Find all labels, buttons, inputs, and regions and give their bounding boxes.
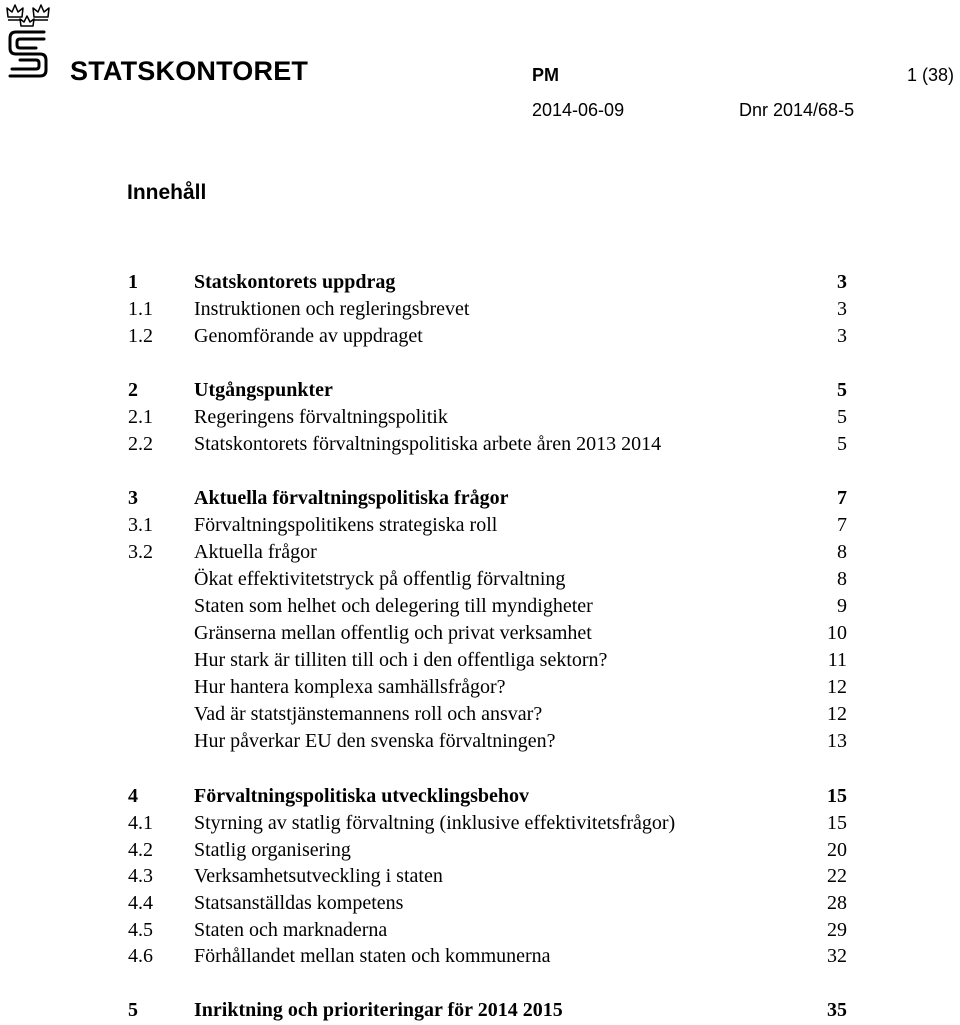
toc-entry-title: Ökat effektivitetstryck på offentlig förvaltning	[194, 568, 566, 590]
toc-entry-number: 2.2	[128, 433, 153, 455]
toc-entry-page: 13	[827, 730, 847, 752]
toc-entry[interactable]	[0, 862, 960, 890]
toc-entry-number: 4	[128, 785, 138, 807]
toc-entry-title: Gränserna mellan offentlig och privat verksamhet	[194, 622, 592, 644]
toc-entry-page: 5	[837, 406, 847, 428]
toc-entry[interactable]	[0, 403, 960, 431]
document-date: 2014-06-09	[532, 100, 625, 120]
toc-entry[interactable]	[0, 295, 960, 323]
toc-entry-page: 11	[827, 649, 847, 671]
toc-entry-page: 20	[827, 839, 847, 861]
toc-entry-title: Inriktning och prioriteringar för 2014 2015	[194, 999, 563, 1021]
toc-entry-title: Instruktionen och regleringsbrevet	[194, 298, 470, 320]
toc-entry-page: 12	[827, 676, 847, 698]
toc-entry-number: 4.1	[128, 812, 153, 834]
toc-entry[interactable]	[0, 484, 960, 512]
toc-entry-title: Staten och marknaderna	[194, 919, 388, 941]
toc-entry-page: 7	[837, 487, 847, 509]
s-emblem-icon	[6, 28, 50, 80]
toc-entry[interactable]	[0, 889, 960, 917]
toc-entry[interactable]	[0, 538, 960, 566]
toc-entry-page: 8	[837, 541, 847, 563]
toc-entry[interactable]	[0, 809, 960, 837]
toc-entry-page: 10	[827, 622, 847, 644]
document-reference-number: Dnr 2014/68-5	[739, 100, 855, 120]
toc-entry-page: 29	[827, 919, 847, 941]
toc-entry-number: 4.3	[128, 865, 153, 887]
toc-entry-page: 7	[837, 514, 847, 536]
toc-entry-page: 35	[827, 999, 847, 1021]
toc-entry-title: Utgångspunkter	[194, 379, 333, 401]
toc-entry-page: 9	[837, 595, 847, 617]
toc-entry[interactable]	[0, 565, 960, 593]
toc-entry[interactable]	[0, 511, 960, 539]
toc-entry-number: 5	[128, 999, 138, 1021]
toc-entry-page: 22	[827, 865, 847, 887]
toc-entry-page: 15	[827, 812, 847, 834]
toc-entry-title: Förvaltningspolitikens strategiska roll	[194, 514, 498, 536]
toc-entry-title: Hur påverkar EU den svenska förvaltningen?	[194, 730, 556, 752]
toc-entry-title: Hur hantera komplexa samhällsfrågor?	[194, 676, 506, 698]
toc-entry-title: Vad är statstjänstemannens roll och ansvar?	[194, 703, 543, 725]
toc-entry[interactable]	[0, 942, 960, 970]
page-number: 1 (38)	[906, 65, 954, 85]
toc-entry[interactable]	[0, 646, 960, 674]
toc-entry[interactable]	[0, 376, 960, 404]
three-crowns-icon	[4, 2, 56, 28]
toc-entry-number: 3	[128, 487, 138, 509]
toc-entry-title: Förvaltningspolitiska utvecklingsbehov	[194, 785, 530, 807]
toc-entry[interactable]	[0, 592, 960, 620]
toc-entry[interactable]	[0, 268, 960, 296]
toc-entry[interactable]	[0, 836, 960, 864]
toc-entry-number: 3.2	[128, 541, 153, 563]
statskontoret-logo	[4, 2, 309, 86]
toc-entry[interactable]	[0, 727, 960, 755]
toc-entry-title: Regeringens förvaltningspolitik	[194, 406, 448, 428]
toc-entry-title: Aktuella frågor	[194, 541, 317, 563]
toc-entry-number: 2	[128, 379, 138, 401]
document-type: PM	[532, 65, 559, 85]
toc-entry-number: 4.2	[128, 839, 153, 861]
toc-entry-number: 1.1	[128, 298, 153, 320]
toc-entry-title: Statlig organisering	[194, 839, 351, 861]
toc-entry-title: Verksamhetsutveckling i staten	[194, 865, 443, 887]
toc-entry-title: Förhållandet mellan staten och kommunerna	[194, 945, 551, 967]
toc-entry[interactable]	[0, 782, 960, 810]
toc-entry[interactable]	[0, 322, 960, 350]
toc-entry-title: Statskontorets uppdrag	[194, 271, 396, 293]
toc-entry-number: 1.2	[128, 325, 153, 347]
toc-entry-page: 3	[837, 298, 847, 320]
toc-entry-title: Genomförande av uppdraget	[194, 325, 423, 347]
toc-entry[interactable]	[0, 673, 960, 701]
toc-entry-title: Hur stark är tilliten till och i den offentliga sektorn?	[194, 649, 608, 671]
toc-entry-page: 28	[827, 892, 847, 914]
toc-entry-number: 4.5	[128, 919, 153, 941]
toc-entry[interactable]	[0, 619, 960, 647]
toc-entry-number: 4.6	[128, 945, 153, 967]
toc-entry[interactable]	[0, 430, 960, 458]
toc-heading: Innehåll	[127, 181, 207, 204]
toc-entry-page: 5	[837, 379, 847, 401]
toc-entry[interactable]	[0, 700, 960, 728]
toc-entry[interactable]	[0, 916, 960, 944]
org-wordmark: STATSKONTORET	[70, 56, 309, 86]
toc-entry-page: 8	[837, 568, 847, 590]
toc-entry-title: Statskontorets förvaltningspolitiska arbete åren 2013 2014	[194, 433, 662, 455]
toc-entry-number: 1	[128, 271, 138, 293]
toc-entry-title: Statsanställdas kompetens	[194, 892, 404, 914]
toc-entry-title: Aktuella förvaltningspolitiska frågor	[194, 487, 509, 509]
toc-entry-number: 2.1	[128, 406, 153, 428]
toc-entry-page: 32	[827, 945, 847, 967]
toc-entry-page: 12	[827, 703, 847, 725]
toc-entry[interactable]	[0, 996, 960, 1024]
toc-entry-number: 4.4	[128, 892, 153, 914]
toc-entry-page: 3	[837, 271, 847, 293]
toc-entry-number: 3.1	[128, 514, 153, 536]
toc-entry-title: Staten som helhet och delegering till myndigheter	[194, 595, 593, 617]
toc-entry-page: 5	[837, 433, 847, 455]
toc-entry-title: Styrning av statlig förvaltning (inklusive effektivitetsfrågor)	[194, 812, 676, 834]
toc-entry-page: 15	[827, 785, 847, 807]
toc-entry-page: 3	[837, 325, 847, 347]
